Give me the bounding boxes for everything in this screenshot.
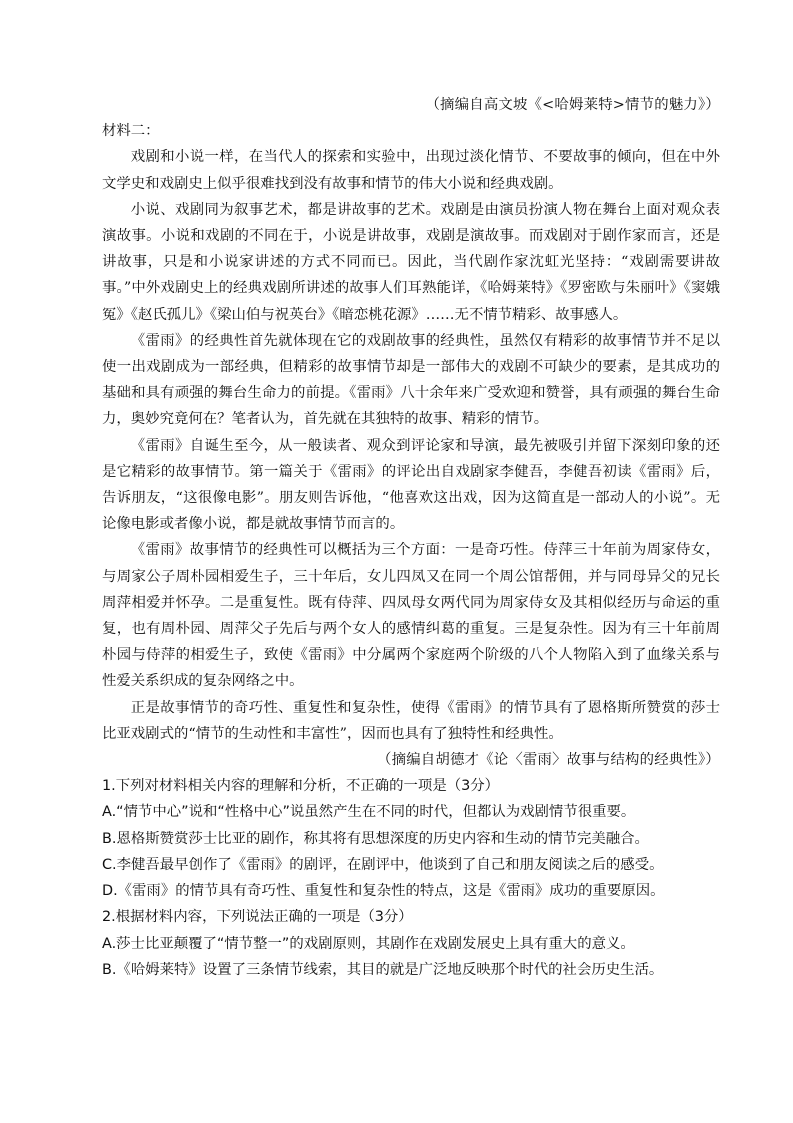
source-citation-1: （摘编自高文坡《<哈姆莱特>情节的魅力》） bbox=[425, 97, 720, 113]
paragraph: 正是故事情节的奇巧性、重复性和复杂性，使得《雷雨》的情节具有了恩格斯所赞赏的莎士比亚戏剧式的“情节的生动性和丰富性”，因而也具有了独特性和经典性。 bbox=[102, 699, 720, 742]
page-content bbox=[102, 92, 720, 983]
question-1-option-d: D.《雷雨》的情节具有奇巧性、重复性和复杂性的特点，这是《雷雨》成功的重要原因。 bbox=[102, 883, 665, 900]
paragraph: 《雷雨》自诞生至今，从一般读者、观众到评论家和导演，最先被吸引并留下深刻印象的还是它精彩的故事情节。第一篇关于《雷雨》的评论出自戏剧家李健吾，李健吾初读《雷雨》后，告诉朋友，“这很像电影”。朋友则告诉他，“他喜欢这出戏，因为这简直是一部动人的小说”。无论像电影或者像小说，都是就故事情节而言的。 bbox=[102, 437, 720, 533]
question-1-option-c: C.李健吾最早创作了《雷雨》的剧评，在剧评中，他谈到了自己和朋友阅读之后的感受。 bbox=[102, 856, 664, 873]
question-1-option-b: B.恩格斯赞赏莎士比亚的剧作，称其将有思想深度的历史内容和生动的情节完美融合。 bbox=[102, 830, 649, 847]
paragraph: 《雷雨》故事情节的经典性可以概括为三个方面：一是奇巧性。侍萍三十年前为周家侍女，与周家公子周朴园相爱生子，三十年后，女儿四凤又在同一个周公馆帮佣，并与同母异父的兄长周萍相爱并怀孕。二是重复性。既有侍萍、四凤母女两代同为周家侍女及其相似经历与命运的重复，也有周朴园、周萍父子先后与两个女人的感情纠葛的重复。三是复杂性。因为有三十年前周朴园与侍萍的相爱生子，致使《雷雨》中分属两个家庭两个阶级的八个人物陷入到了血缘关系与性爱关系织成的复杂网络之中。 bbox=[102, 542, 720, 690]
source-citation-2: （摘编自胡德才《论〈雷雨〉故事与结构的经典性》） bbox=[377, 752, 720, 769]
material-heading: 材料二： bbox=[102, 123, 160, 140]
question-1-stem: 1.下列对材料相关内容的理解和分析，不正确的一项是（3分） bbox=[102, 778, 500, 795]
paragraph: 小说、戏剧同为叙事艺术，都是讲故事的艺术。戏剧是由演员扮演人物在舞台上面对观众表演故事。小说和戏剧的不同在于，小说是讲故事，戏剧是演故事。而戏剧对于剧作家而言，还是讲故事，只是和小说家讲述的方式不同而已。因此，当代剧作家沈虹光坚持：“戏剧需要讲故事。”中外戏剧史上的经典戏剧所讲述的故事人们耳熟能详，《哈姆莱特》《罗密欧与朱丽叶》《窦娥冤》《赵氏孤儿》《梁山伯与祝英台》《暗恋桃花源》……无不情节精彩、故事感人。 bbox=[102, 201, 720, 323]
question-2-option-b: B.《哈姆莱特》设置了三条情节线索，其目的就是广泛地反映那个时代的社会历史生活。 bbox=[102, 961, 664, 978]
question-1-option-a: A.“情节中心”说和“性格中心”说虽然产生在不同的时代，但都认为戏剧情节很重要。 bbox=[102, 804, 636, 821]
question-2-stem: 2.根据材料内容，下列说法正确的一项是（3分） bbox=[102, 909, 413, 926]
question-2-option-a: A.莎士比亚颠覆了“情节整一”的戏剧原则，其剧作在戏剧发展史上具有重大的意义。 bbox=[102, 935, 635, 952]
paragraph: 戏剧和小说一样，在当代人的探索和实验中，出现过淡化情节、不要故事的倾向，但在中外文学史和戏剧史上似乎很难找到没有故事和情节的伟大小说和经典戏剧。 bbox=[102, 149, 720, 192]
paragraph: 《雷雨》的经典性首先就体现在它的戏剧故事的经典性，虽然仅有精彩的故事情节并不足以使一出戏剧成为一部经典，但精彩的故事情节却是一部伟大的戏剧不可缺少的要素，是其成功的基础和具有顽强的舞台生命力的前提。《雷雨》八十余年来广受欢迎和赞誉，具有顽强的舞台生命力，奥妙究竟何在？笔者认为，首先就在其独特的故事、精彩的情节。 bbox=[102, 332, 720, 428]
